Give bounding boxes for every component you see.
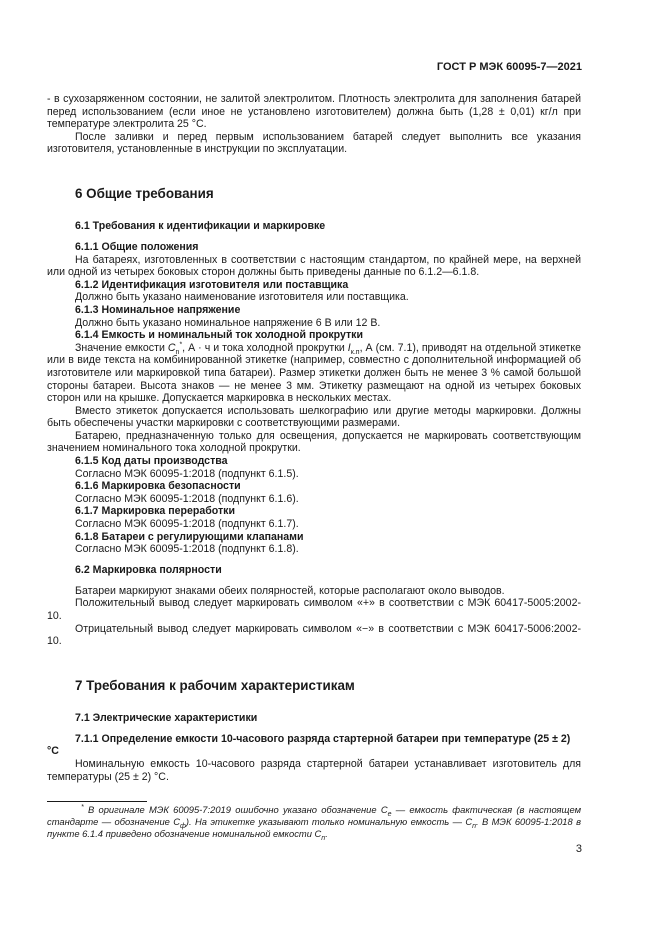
section-6-1-heading: 6.1 Требования к идентификации и маркировке xyxy=(75,219,326,232)
page-number: 3 xyxy=(575,843,582,855)
footnote-text-3: ). На этикетке указывают только номинальную емкость — xyxy=(185,816,466,827)
current-symbol: I xyxy=(347,341,351,354)
footnote-ref: * xyxy=(179,341,183,349)
footnote-symbol-1-sub: e xyxy=(387,810,392,818)
section-6-1-4-paragraph-3: Батарею, предназначенную только для освещения, допускается не маркировать соответствующим значением номинального тока холодной прокрутки. xyxy=(47,429,581,455)
current-symbol-sub: к.п xyxy=(350,348,360,356)
section-6-2-heading: 6.2 Маркировка полярности xyxy=(75,563,222,576)
section-7-heading: 7 Требования к рабочим характеристикам xyxy=(75,677,355,693)
section-6-1-2-text: Должно быть указано наименование изготовителя или поставщика. xyxy=(75,291,409,304)
capacity-symbol: C xyxy=(167,341,176,354)
section-6-1-3-heading: 6.1.3 Номинальное напряжение xyxy=(75,303,241,316)
section-6-1-5-heading: 6.1.5 Код даты производства xyxy=(75,455,228,468)
section-6-1-8-text: Согласно МЭК 60095-1:2018 (подпункт 6.1.8). xyxy=(75,543,299,556)
footnote-symbol-3-sub: n xyxy=(472,822,477,830)
footnote-separator xyxy=(47,801,147,802)
section-7-1-1-heading: 7.1.1 Определение емкости 10-часового разряда стартерной батареи при температуре (25 ± 2) °С xyxy=(47,732,571,758)
section-6-1-4-heading: 6.1.4 Емкость и номинальный ток холодной прокрутки xyxy=(75,329,363,342)
footnote-text-4: . В МЭК 60095-1:2018 в пункте 6.1.4 приведено обозначение номинальной емкости xyxy=(47,816,581,839)
intro-paragraph-2: После заливки и перед первым использованием батарей следует выполнить все указания изготовителя, установленные в инструкции по эксплуатации. xyxy=(47,130,581,156)
intro-paragraph-1: - в сухозаряженном состоянии, не залитой электролитом. Плотность электролита для заполнения батарей перед использованием (если иное не установлено изготовителем) должна быть (1,28 ± 0,01) кг/л при температуре электролита 25 °С. xyxy=(47,93,581,131)
section-6-1-4-paragraph-2: Вместо этикеток допускается использовать шелкографию или другие методы маркировки. Должны быть обеспечены участки маркировки с соответствующими размерами. xyxy=(47,404,581,430)
section-7-1-1-text: Номинальную емкость 10-часового разряда стартерной батареи устанавливает изготовитель для температуры (25 ± 2) °С. xyxy=(47,757,581,783)
section-6-2-paragraph-2: Положительный вывод следует маркировать символом «+» в соответствии с МЭК 60417-5005:2002-10. xyxy=(47,597,581,622)
section-6-1-6-text: Согласно МЭК 60095-1:2018 (подпункт 6.1.6). xyxy=(75,492,299,505)
capacity-symbol-sub: n xyxy=(175,348,180,356)
section-6-1-1-heading: 6.1.1 Общие положения xyxy=(75,240,199,253)
section-6-1-8-heading: 6.1.8 Батареи с регулирующими клапанами xyxy=(75,530,304,543)
section-6-1-5-text: Согласно МЭК 60095-1:2018 (подпункт 6.1.5). xyxy=(75,467,299,480)
section-6-1-4-paragraph-1 xyxy=(47,342,581,405)
footnote-text-2: — емкость фактическая (в настоящем стандарте — обозначение xyxy=(47,804,581,827)
footnote-text-1: В оригинале МЭК 60095-7:2019 ошибочно указано обозначение xyxy=(83,804,381,815)
footnote-mark: * xyxy=(81,803,84,811)
section-6-1-7-text: Согласно МЭК 60095-1:2018 (подпункт 6.1.7). xyxy=(75,518,299,531)
capacity-text-a: Значение емкости xyxy=(75,341,168,354)
section-6-1-2-heading: 6.1.2 Идентификация изготовителя или поставщика xyxy=(75,278,349,291)
footnote xyxy=(47,804,581,840)
section-6-1-7-heading: 6.1.7 Маркировка переработки xyxy=(75,505,235,518)
section-6-heading: 6 Общие требования xyxy=(75,185,214,201)
section-6-2-paragraph-1: Батареи маркируют знаками обеих полярностей, которые располагают около выводов. xyxy=(75,584,505,597)
footnote-symbol-4: C xyxy=(314,828,322,839)
page-header: ГОСТ Р МЭК 60095-7—2021 xyxy=(436,61,582,73)
section-6-2-paragraph-3: Отрицательный вывод следует маркировать символом «−» в соответствии с МЭК 60417-5006:2002-10. xyxy=(47,622,581,648)
section-7-1-heading: 7.1 Электрические характеристики xyxy=(75,711,258,724)
capacity-text-b: , А · ч и тока холодной прокрутки xyxy=(182,341,348,354)
footnote-symbol-2: C xyxy=(173,816,181,827)
section-6-1-1-text: На батареях, изготовленных в соответствии с настоящим стандартом, по крайней мере, на верхней или одной из четырех боковых сторон должны быть приведены данные по 6.1.2—6.1.8. xyxy=(47,253,581,279)
footnote-symbol-2-sub: ф xyxy=(180,822,186,830)
footnote-text-5: . xyxy=(325,828,328,839)
page-content xyxy=(47,93,581,783)
capacity-text-c: , А (см. 7.1), приводят на отдельной этикетке или в виде текста на комбинированной этикетке (например, совместно с дополнительной информацией об изготовителе или маркировкой типа батареи). Размер этикетки должен быть не менее 3 % самой большой стороны батареи. Высота знаков — не менее 3 мм. Этикетку размещают на одной из четырех боковых сторон или на крышке. Допускается маркировка в нескольких местах. xyxy=(47,341,582,405)
section-6-1-6-heading: 6.1.6 Маркировка безопасности xyxy=(75,480,241,493)
footnote-symbol-3: C xyxy=(465,816,473,827)
section-6-1-3-text: Должно быть указано номинальное напряжение 6 В или 12 В. xyxy=(75,316,381,329)
footnote-symbol-4-sub: n xyxy=(321,834,326,842)
footnote-symbol-1: C xyxy=(380,804,388,815)
